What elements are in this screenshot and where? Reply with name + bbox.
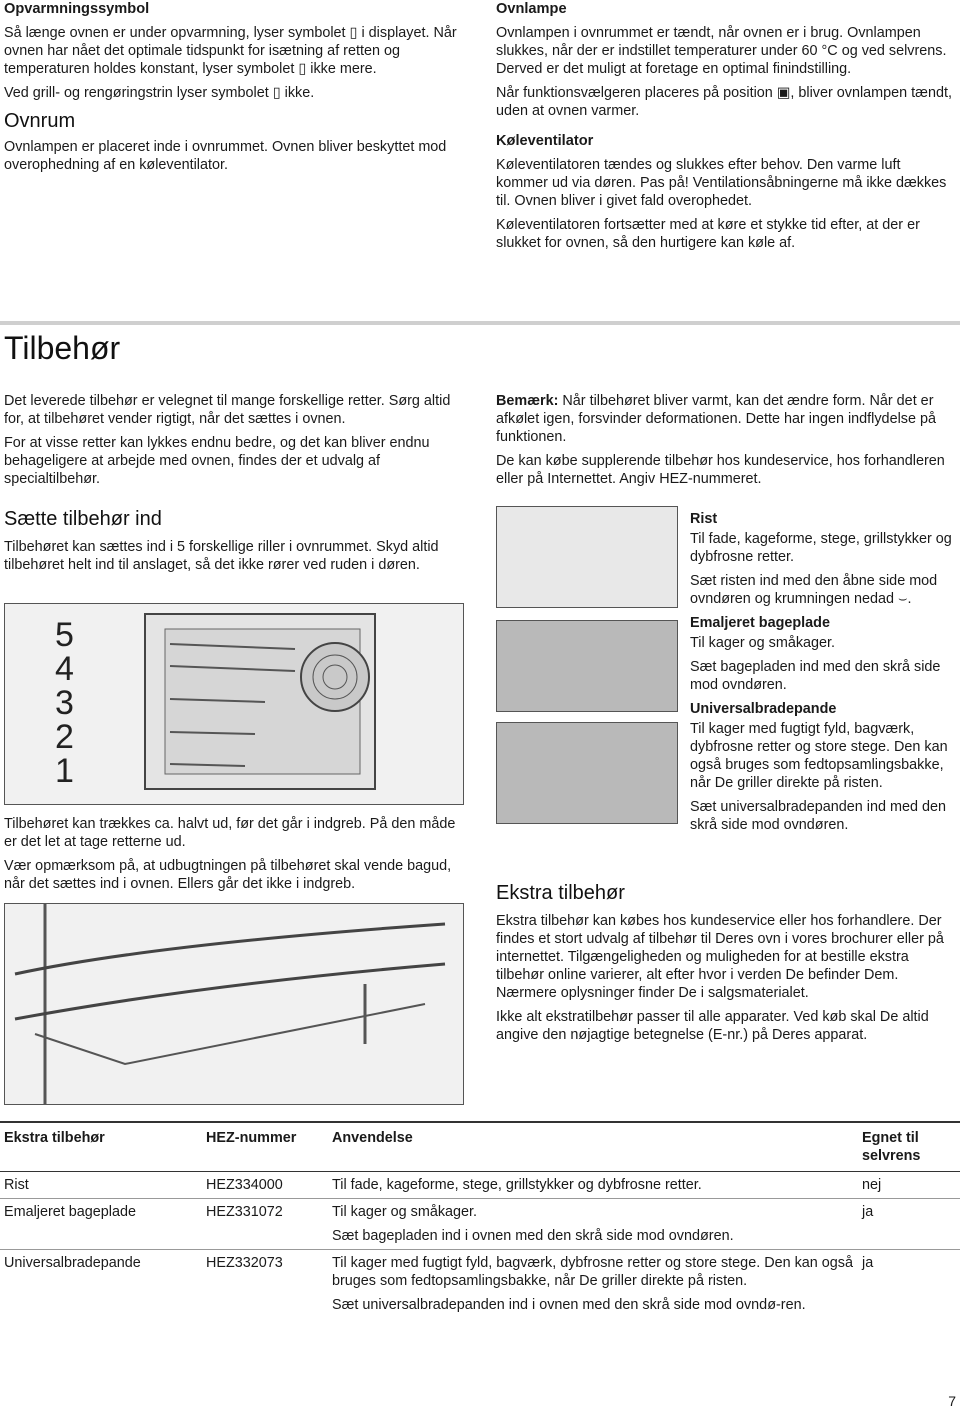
shelf-number-4: 4 xyxy=(55,650,74,688)
paragraph: Køleventilatoren fortsætter med at køre et stykke tid efter, at der er slukket for ovnen, så den hurtigere kan køle af. xyxy=(496,217,920,251)
oven-shelf-illustration xyxy=(4,603,464,805)
paragraph: Køleventilatoren tændes og slukkes efter behov. Den varme luft kommer ud via døren. Pas på! Ventilationsåbningerne må ikke dækkes til. Ovnen bliver i givet fald overophedet. xyxy=(496,157,947,209)
accessory-rist: Rist Til fade, kageforme, stege, grillstykker og dybfrosne retter. Sæt risten ind med den åbne side mod ovndøren og krumningen nedad ⌣. xyxy=(690,511,952,607)
shelf-number-3: 3 xyxy=(55,684,74,722)
heading-ovnrum: Ovnrum xyxy=(4,110,76,132)
rack-image xyxy=(496,506,678,608)
top-left-column xyxy=(4,0,462,180)
accessory-bageplade: Emaljeret bageplade Til kager og småkager. Sæt bagepladen ind med den skrå side mod ovndøren. xyxy=(690,615,941,693)
accessory-table xyxy=(0,1121,960,1318)
heading-koleventilator: Køleventilator xyxy=(496,133,594,149)
paragraph: Vær opmærksom på, at udbugtningen på tilbehøret skal vende bagud, når det sættes ind i ovnen. Ellers går det ikke i indgreb. xyxy=(4,858,452,892)
shelf-number-5: 5 xyxy=(55,616,74,654)
paragraph: Ovnlampen er placeret inde i ovnrummet. Ovnen bliver beskyttet mod overophedning af en køleventilator. xyxy=(4,139,447,173)
paragraph: Ved grill- og rengøringstrin lyser symbolet ▯ ikke. xyxy=(4,85,315,101)
left-column-lower xyxy=(4,815,462,899)
section-divider xyxy=(0,321,960,325)
column-header: Ekstra tilbehør xyxy=(0,1122,202,1172)
note xyxy=(496,392,956,446)
table-row: Emaljeret bageplade HEZ331072 Til kager og småkager. Sæt bagepladen ind i ovnen med den skrå side mod ovndøren. ja xyxy=(0,1199,960,1250)
paragraph: Tilbehøret kan sættes ind i 5 forskellige riller i ovnrummet. Skyd altid tilbehøret helt ind til anslaget, så det ikke rører ved ruden i døren. xyxy=(4,539,439,573)
table-row: Rist HEZ334000 Til fade, kageforme, stege, grillstykker og dybfrosne retter. nej xyxy=(0,1172,960,1199)
paragraph: For at visse retter kan lykkes endnu bedre, og det kan bliver endnu behageligere at arbejde med ovnen, findes der et udvalg af specialtilbehør. xyxy=(4,435,430,487)
paragraph: Tilbehøret kan trækkes ca. halvt ud, før det går i indgreb. På den måde er det let at tage retterne ud. xyxy=(4,816,456,850)
table-row: Universalbradepande HEZ332073 Til kager med fugtigt fyld, bagværk, dybfrosne retter og store stege. Den kan også bruges som fedtopsamlingsbakke, når De griller direkte på risten. Sæt universalbradepanden ind i ovnen med den skrå side mod ovndø-ren. ja xyxy=(0,1250,960,1319)
paragraph: De kan købe supplerende tilbehør hos kundeservice, hos forhandleren eller på Internettet. Angiv HEZ-nummeret. xyxy=(496,453,945,487)
table-header-row xyxy=(0,1122,960,1172)
baking-sheet-image xyxy=(496,620,678,712)
rack-detail-illustration xyxy=(4,903,464,1105)
shelf-numbers xyxy=(55,618,91,788)
paragraph: Så længe ovnen er under opvarmning, lyser symbolet ▯ i displayet. Når ovnen har nået det optimale tidspunkt for isætning af retten og temperaturen holdes konstant, lyser symbolet ▯ ikke mere. xyxy=(4,25,457,77)
column-header: Egnet til selvrens xyxy=(858,1122,960,1172)
note-text: Når tilbehøret bliver varmt, kan det ændre form. Når det er afkølet igen, forsvinder deformationen. Dette har ingen indflydelse på funktionen. xyxy=(496,393,936,445)
universal-pan-image xyxy=(496,722,678,824)
top-right-column xyxy=(496,0,956,258)
section-title: Tilbehør xyxy=(4,330,121,366)
shelf-number-2: 2 xyxy=(55,718,74,756)
rack-svg xyxy=(5,904,463,1104)
paragraph: Når funktionsvælgeren placeres på position ▣, bliver ovnlampen tændt, uden at ovnen varmer. xyxy=(496,85,952,119)
table xyxy=(0,1121,960,1318)
extra-accessories xyxy=(496,884,956,1050)
right-column xyxy=(496,392,956,494)
heading-opvarmningssymbol: Opvarmningssymbol xyxy=(4,1,150,17)
paragraph: Ikke alt ekstratilbehør passer til alle apparater. Ved køb skal De altid angive den nøjagtige betegnelse (E-nr.) på Deres apparat. xyxy=(496,1009,929,1043)
paragraph: Ovnlampen i ovnrummet er tændt, når ovnen er i brug. Ovnlampen slukkes, når der er indstillet temperaturer under 60 °C og ved selvrens. Derved er det muligt at foretage en optimal finindstilling. xyxy=(496,25,947,77)
note-label: Bemærk: xyxy=(496,393,559,409)
column-header: Anvendelse xyxy=(328,1122,858,1172)
heading-ekstra-tilbehor: Ekstra tilbehør xyxy=(496,882,625,904)
heading-ovnlampe: Ovnlampe xyxy=(496,1,567,17)
shelf-number-1: 1 xyxy=(55,752,74,790)
column-header: HEZ-nummer xyxy=(202,1122,328,1172)
paragraph: Ekstra tilbehør kan købes hos kundeservice eller hos forhandlere. Der findes et stort udvalg af tilbehør til Deres ovn i vores brochurer eller på internettet. Tilgængeligheden og muligheden for at bestille ekstra tilbehør online varierer, alt efter hvor i verden De befinder Dem. Nærmere oplysninger finder De i salgsmaterialet. xyxy=(496,913,944,1001)
accessory-universalbradepande: Universalbradepande Til kager med fugtigt fyld, bagværk, dybfrosne retter og store stege. Den kan også bruges som fedtopsamlingsbakke, når De griller direkte på risten. Sæt universalbradepanden ind med den skrå side mod ovndøren. xyxy=(690,701,948,833)
heading-saette-tilbehor-ind: Sætte tilbehør ind xyxy=(4,508,162,530)
page-number: 7 xyxy=(948,1393,956,1409)
accessory-list xyxy=(690,510,956,840)
paragraph: Det leverede tilbehør er velegnet til mange forskellige retter. Sørg altid for, at tilbehøret vender rigtigt, når det sættes i ovnen. xyxy=(4,393,451,427)
left-column xyxy=(4,392,462,580)
